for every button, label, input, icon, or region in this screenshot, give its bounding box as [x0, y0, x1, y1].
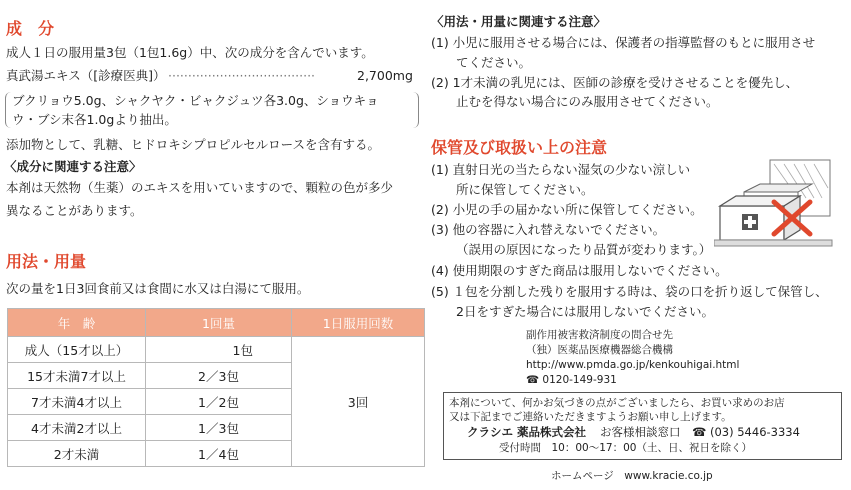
additives-line: 添加物として、乳糖、ヒドロキシプロピルセルロースを含有する。 [6, 137, 381, 152]
extract-name: 真武湯エキス（[診療医典]） [6, 68, 166, 83]
usage-note-1-line-2: てください。 [456, 55, 532, 70]
dose-cell: 1包 [146, 337, 292, 363]
storage-note-2: (2) 小児の手の届かない所に保管してください。 [431, 202, 703, 217]
herb-composition-line-1: ブクリョウ5.0g、シャクヤク・ビャクジュツ各3.0g、ショウキョ [12, 93, 379, 108]
dose-cell: 1／4包 [146, 441, 292, 467]
age-cell: 2才未満 [8, 441, 146, 467]
age-cell: 7才未満4才以上 [8, 389, 146, 415]
herb-composition-line-2: ウ・ブシ末各1.0gより抽出。 [12, 112, 177, 127]
dose-cell: 1／3包 [146, 415, 292, 441]
storage-note-5-line-1: (5) １包を分割した残りを服用する時は、袋の口を折り返して保管し、 [431, 284, 828, 299]
age-cell: 4才未満2才以上 [8, 415, 146, 441]
storage-note-1-line-2: 所に保管してください。 [456, 182, 594, 197]
customer-desk-phone: ☎ (03) 5446-3334 [692, 425, 800, 439]
daily-times-cell: 3回 [292, 337, 425, 467]
ingredients-heading: 成 分 [6, 19, 55, 38]
storage-note-3-line-1: (3) 他の容器に入れ替えないでください。 [431, 222, 666, 237]
dose-cell: 1／2包 [146, 389, 292, 415]
usage-notes-heading: 〈用法・用量に関連する注意〉 [431, 14, 607, 29]
table-header-age: 年 齢 [8, 309, 146, 337]
dosage-heading: 用法・用量 [6, 252, 87, 271]
customer-desk-label: お客様相談窓口 [600, 425, 681, 439]
dosage-table [7, 308, 425, 467]
relief-contact-url[interactable]: http://www.pmda.go.jp/kenkouhigai.html [526, 359, 740, 371]
storage-heading: 保管及び取扱い上の注意 [431, 138, 608, 157]
ingredient-note-line-1: 本剤は天然物（生薬）のエキスを用いていますので、顆粒の色が多少 [6, 180, 394, 195]
homepage-link[interactable]: ホームページ www.kracie.co.jp [551, 470, 713, 482]
relief-contact-organization: （独）医薬品医療機器総合機構 [526, 344, 673, 356]
storage-note-4: (4) 使用期限のすぎた商品は服用しないでください。 [431, 263, 728, 278]
table-header-daily-times: 1日服用回数 [292, 309, 425, 337]
table-row [8, 337, 425, 363]
table-header-per-dose: 1回量 [146, 309, 292, 337]
storage-note-5-line-2: 2日をすぎた場合には服用しないでください。 [456, 304, 714, 319]
age-cell: 成人（15才以上） [8, 337, 146, 363]
notice-line-1: 本剤について、何かお気づきの点がございましたら、お買い求めのお店 [449, 397, 785, 409]
storage-note-3-line-2: （誤用の原因になったり品質が変わります。） [456, 242, 712, 257]
relief-contact-title: 副作用被害救済制度の問合せ先 [526, 329, 673, 341]
no-direct-sunlight-illustration [714, 158, 841, 258]
usage-note-1-line-1: (1) 小児に服用させる場合には、保護者の指導監督のもとに服用させ [431, 35, 816, 50]
ingredient-note-line-2: 異なることがあります。 [6, 203, 143, 218]
usage-note-2-line-1: (2) 1才未満の乳児には、医師の診療を受けさせることを優先し、 [431, 75, 799, 90]
ingredient-notes-heading: 〈成分に関連する注意〉 [4, 159, 142, 174]
storage-note-1-line-1: (1) 直射日光の当たらない湿気の少ない涼しい [431, 162, 691, 177]
dosage-text: 次の量を1日3回食前又は食間に水又は白湯にて服用。 [6, 281, 310, 296]
extract-leader-dots: ····································· [168, 68, 316, 83]
reception-hours: 受付時間 10：00～17：00（土、日、祝日を除く） [499, 442, 752, 454]
relief-contact-phone: ☎ 0120-149-931 [526, 374, 617, 386]
daily-dose-line: 成人１日の服用量3包（1包1.6g）中、次の成分を含んでいます。 [6, 45, 374, 60]
extract-amount: 2,700mg [357, 68, 413, 83]
company-name: クラシエ 薬品株式会社 [467, 425, 587, 439]
dose-cell: 2／3包 [146, 363, 292, 389]
notice-line-2: 又は下記までご連絡いただきますようお願い申し上げます。 [449, 411, 732, 423]
age-cell: 15才未満7才以上 [8, 363, 146, 389]
usage-note-2-line-2: 止むを得ない場合にのみ服用させてください。 [456, 94, 719, 109]
